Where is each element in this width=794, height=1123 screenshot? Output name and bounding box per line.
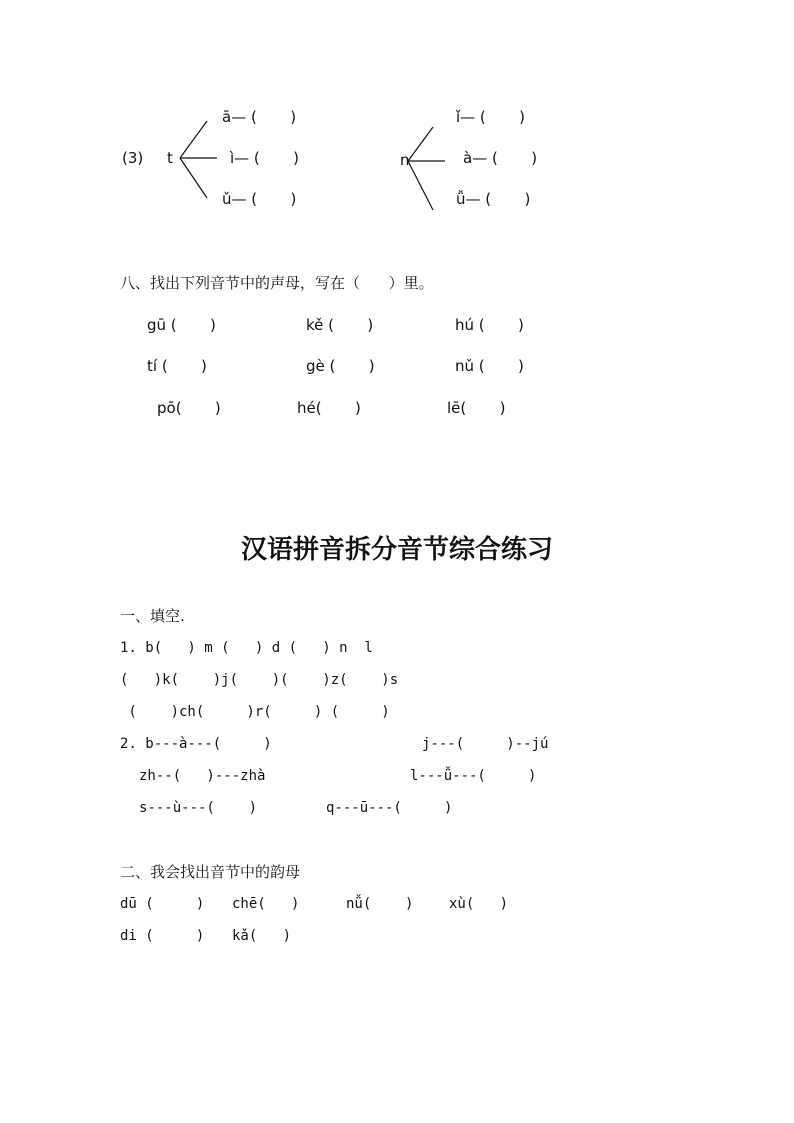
part1-heading: 一、填空.: [120, 607, 185, 625]
part1-q2-a-right: j---( )--jú: [422, 736, 549, 752]
t-branch-lower: [180, 158, 207, 198]
q3-n-branch-2: à— ( ): [463, 149, 538, 167]
q3-t-branch-3: ǔ— ( ): [222, 190, 297, 208]
section8-item: kě ( ): [306, 316, 374, 334]
page-title: 汉语拼音拆分音节综合练习: [240, 535, 553, 565]
n-branch-lower: [408, 161, 433, 210]
part1-q2-c-right: q---ū---( ): [326, 800, 453, 816]
section8-heading: 八、找出下列音节中的声母，写在（ ）里。: [120, 274, 434, 292]
section8-item: nǔ ( ): [455, 357, 524, 375]
part2-item: di ( ): [120, 928, 205, 944]
q3-n-branch-1: ǐ— ( ): [456, 108, 526, 126]
part1-q2-c-left: s---ù---( ): [139, 800, 258, 816]
part1-line3: ( )ch( )r( ) ( ): [120, 704, 390, 720]
part2-item: xù( ): [449, 896, 509, 912]
q3-t-initial: t: [167, 149, 173, 167]
q3-t-branch-2: ì— ( ): [230, 149, 300, 167]
part1-line2: ( )k( )j( )( )z( )s: [120, 672, 399, 688]
part1-q2-b-left: zh--( )---zhà: [139, 768, 266, 784]
t-branch-upper: [180, 121, 207, 158]
part1-q2-a-left: 2. b---à---( ): [120, 736, 272, 752]
q3-n-initial: n: [400, 151, 410, 169]
section8-item: gū ( ): [147, 316, 216, 334]
section8-item: gè ( ): [306, 357, 375, 375]
part2-item: kǎ( ): [232, 928, 292, 944]
q3-branch-lines: [0, 0, 794, 260]
section8-item: hú ( ): [455, 316, 524, 334]
part1-line1: 1. b( ) m ( ) d ( ) n l: [120, 640, 373, 656]
part1-q2-b-right: l---ǚ---( ): [410, 768, 537, 784]
part2-item: dū ( ): [120, 896, 205, 912]
section8-item: pō( ): [157, 399, 221, 417]
part2-heading: 二、我会找出音节中的韵母: [120, 863, 301, 881]
n-branch-upper: [408, 127, 433, 161]
q3-t-branch-1: ā— ( ): [222, 108, 297, 126]
q3-label: (3): [122, 149, 144, 167]
section8-item: tí ( ): [147, 357, 207, 375]
section8-item: lē( ): [447, 399, 506, 417]
section8-item: hé( ): [297, 399, 361, 417]
part2-item: chē( ): [232, 896, 300, 912]
q3-n-branch-3: ǚ— ( ): [456, 190, 531, 208]
part2-item: nǚ( ): [346, 896, 414, 912]
